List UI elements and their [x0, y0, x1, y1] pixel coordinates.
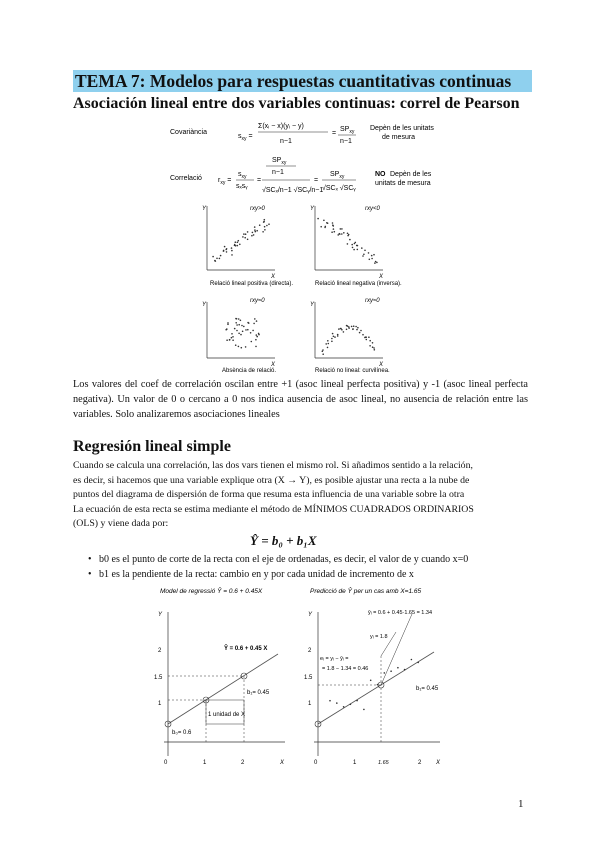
scatter-point [417, 662, 419, 664]
corr-note-line2: unitats de mesura [375, 180, 431, 187]
scatter-point [226, 248, 228, 250]
svg-text:√SCₓ/n−1 √SCᵧ/n−1: √SCₓ/n−1 √SCᵧ/n−1 [262, 187, 324, 194]
scatter-point [349, 239, 351, 241]
scatter-point [362, 334, 364, 336]
scatter-point [368, 336, 370, 338]
scatter-point [245, 329, 247, 331]
scatter-point [327, 340, 329, 342]
scatter-point [245, 346, 247, 348]
scatter-point [351, 326, 353, 328]
scatter-point [350, 704, 352, 706]
bullet-b0: • b0 es el punto de corte de la recta con el eje de ordenadas, es decir, el valor de y cuando x=0 [88, 554, 469, 565]
scatter-point [240, 320, 242, 322]
scatter-point [323, 220, 325, 222]
scatter-point [237, 242, 239, 244]
scatter-point [331, 231, 333, 233]
cov-note-line2: de mesura [382, 134, 416, 141]
scatter-point [366, 339, 368, 341]
scatter-point [247, 239, 249, 241]
scatter-point [341, 233, 343, 235]
svg-text:=: = [257, 177, 262, 184]
scatter-point [254, 229, 256, 231]
scatter-point [369, 345, 371, 347]
svg-text:1: 1 [203, 760, 207, 766]
scatter-point [370, 680, 372, 682]
scatter-point [227, 322, 229, 324]
scatter-point [235, 241, 237, 243]
svg-text:X: X [379, 362, 384, 368]
scatter-point [337, 334, 339, 336]
scatter-point [347, 235, 349, 237]
cov-note-line1: Depèn de les unitats [370, 125, 434, 132]
scatter-point [343, 706, 345, 708]
svg-text:sxy: $s_{xy}$ [238, 171, 247, 180]
scatter-point [357, 327, 359, 329]
scatter-point [254, 318, 256, 320]
scatter-point [369, 259, 371, 261]
scatter-point [251, 341, 253, 343]
scatter-point [372, 342, 374, 344]
scatter-point [352, 247, 354, 249]
scatter-point [357, 245, 359, 247]
scatter-point [368, 252, 370, 254]
svg-text:SPxy: $SP_{xy}$ [340, 126, 355, 135]
scatter-point [340, 328, 342, 330]
scatter-point [234, 328, 236, 330]
scatter-point [245, 233, 247, 235]
bullet-b1: • b1 es la pendiente de la recta: cambio en y por cada unidad de incremento de x [88, 569, 414, 580]
svg-text:rxy>0: rxy>0 [250, 206, 265, 212]
scatter-point [243, 326, 245, 328]
regression-model-plot [154, 586, 285, 766]
scatter-point [223, 250, 225, 252]
scatter-point [377, 684, 379, 686]
scatter-point [243, 233, 245, 235]
scatter-point [231, 247, 233, 249]
svg-text:1: 1 [158, 701, 162, 707]
scatter-point [353, 249, 355, 251]
scatter-point [337, 234, 339, 236]
corr-note-no: NO [375, 171, 386, 178]
svg-text:X: X [280, 760, 285, 766]
scatter-point [365, 336, 367, 338]
scatter-point [332, 222, 334, 224]
scatter-point [359, 332, 361, 334]
scatter-point [411, 659, 413, 661]
svg-text:2: 2 [308, 648, 312, 654]
scatter-point [244, 237, 246, 239]
scatter-point [215, 260, 217, 262]
svg-text:rxy =: $r_{xy}$ = [218, 177, 232, 186]
scatter-point [337, 335, 339, 337]
scatter-point [220, 255, 222, 257]
scatter-point [332, 333, 334, 335]
svg-text:Y: Y [202, 302, 207, 308]
scatter-point [357, 249, 359, 251]
svg-text:1 unidad de X: 1 unidad de X [208, 712, 246, 718]
scatter-point [237, 245, 239, 247]
regression-prediction-plot [304, 586, 441, 766]
scatter-point [264, 219, 266, 221]
scatter-point [322, 349, 324, 351]
svg-text:1.65: 1.65 [378, 760, 389, 766]
regression-paragraph: Cuando se calcula una correlación, las dos vars tienen el mismo rol. Si añadimos sentido a la relación, es decir, si hacemos que una variable explique otra (X → Y), es posible ajustar una recta a la nube de puntos del diagrama de dispersión de forma que resuma esta influencia de una variable sobre la otra La ecuación de esta recta se estima mediante el método de MÍNIMOS CUADRADOS ORDINARIOS (OLS) y viene dada por: [73, 460, 474, 529]
scatter-panel-negative [310, 206, 402, 287]
svg-text:Y: Y [310, 302, 315, 308]
scatter-point [352, 328, 354, 330]
scatter-point [247, 231, 249, 233]
svg-text:Y: Y [310, 206, 315, 212]
scatter-point [266, 225, 268, 227]
scatter-point [256, 336, 258, 338]
scatter-point [252, 232, 254, 234]
scatter-point [338, 328, 340, 330]
svg-text:b₁= 0.45: b₁= 0.45 [247, 690, 270, 696]
scatter-point [225, 329, 227, 331]
scatter-panel-none [202, 298, 276, 373]
svg-text:eᵢ = yᵢ − ŷᵢ =: eᵢ = yᵢ − ŷᵢ = [320, 656, 349, 662]
scatter-point [334, 336, 336, 338]
scatter-point [384, 672, 386, 674]
scatter-point [256, 230, 258, 232]
svg-text:ŷᵢ = 0.6 + 0.45·1.65 = 1.34: ŷᵢ = 0.6 + 0.45·1.65 = 1.34 [368, 610, 433, 616]
svg-text:X: X [271, 362, 276, 368]
scatter-point [339, 233, 341, 235]
scatter-point [242, 331, 244, 333]
scatter-point [333, 228, 335, 230]
scatter-point [256, 334, 258, 336]
svg-text:X: X [271, 274, 276, 280]
svg-text:2: 2 [241, 760, 245, 766]
scatter-point [258, 333, 260, 335]
scatter-point [333, 336, 335, 338]
scatter-panel-curvilinear [310, 298, 390, 373]
correlation-paragraph: Los valores del coef de correlación oscilan entre +1 (asoc lineal perfecta positiva) y -1 (asoc lineal perfecta negativa). Un valor de 0 o cercano a 0 nos indica ausencia de asoc lineal, no ausencia de relación entre las variables. Solo analizaremos asociaciones lineales [73, 379, 528, 420]
scatter-point [255, 231, 257, 233]
svg-text:n−1: n−1 [272, 169, 284, 176]
scatter-point [252, 330, 254, 332]
scatter-point [325, 343, 327, 345]
scatter-point [212, 256, 214, 258]
svg-text:rxy≈0: rxy≈0 [250, 298, 265, 304]
scatter-point [268, 223, 270, 225]
scatter-point [336, 702, 338, 704]
correlation-label: Correlació [170, 175, 202, 182]
covariance-sum: Σ(xᵢ − x)(yᵢ − y) [258, 123, 304, 130]
scatter-point [373, 347, 375, 349]
scatter-point [371, 258, 373, 260]
scatter-point [231, 337, 233, 339]
scatter-point [343, 331, 345, 333]
section-heading-regression: Regresión lineal simple [73, 438, 231, 455]
scatter-point [331, 338, 333, 340]
scatter-point [375, 261, 377, 263]
svg-text:1: 1 [353, 760, 357, 766]
scatter-point [327, 347, 329, 349]
svg-text:SPxy: $SP_{xy}$ [330, 171, 345, 180]
scatter-point [320, 226, 322, 228]
svg-text:b₀= 0.6: b₀= 0.6 [172, 730, 192, 736]
scatter-point [235, 245, 237, 247]
svg-text:√SCₓ √SCᵧ: √SCₓ √SCᵧ [322, 185, 356, 192]
scatter-point [372, 346, 374, 348]
scatter-point [219, 258, 221, 260]
scatter-point [240, 334, 242, 336]
scatter-point [333, 225, 335, 227]
scatter-point [326, 222, 328, 224]
scatter-point [231, 333, 233, 335]
svg-text:n−1: n−1 [280, 138, 292, 145]
scatter-point [242, 236, 244, 238]
svg-text:1.5: 1.5 [154, 675, 163, 681]
scatter-point [227, 324, 229, 326]
scatter-point [317, 218, 319, 220]
scatter-point [262, 231, 264, 233]
scatter-point [328, 343, 330, 345]
scatter-point [351, 244, 353, 246]
panel-caption: Relació no lineal: curvilínea. [315, 368, 390, 373]
panel-caption: Relació lineal positiva (directa). [210, 281, 294, 287]
scatter-point [247, 329, 249, 331]
scatter-point [264, 229, 266, 231]
scatter-point [254, 226, 256, 228]
scatter-point [241, 347, 243, 349]
scatter-point [216, 258, 218, 260]
scatter-point [331, 341, 333, 343]
svg-text:rxy<0: rxy<0 [365, 206, 380, 212]
scatter-point [364, 250, 366, 252]
scatter-point [369, 340, 371, 342]
scatter-point [255, 346, 257, 348]
svg-text:X: X [379, 274, 384, 280]
scatter-point [363, 709, 365, 711]
scatter-point [373, 254, 375, 256]
scatter-point [255, 339, 257, 341]
scatter-point [334, 231, 336, 233]
svg-text:Y: Y [158, 612, 163, 618]
scatter-point [259, 224, 261, 226]
scatter-point [397, 667, 399, 669]
scatter-point [390, 670, 392, 672]
scatter-point [238, 346, 240, 348]
scatter-point [235, 322, 237, 324]
svg-text:Ŷ = 0.6 + 0.45 X: Ŷ = 0.6 + 0.45 X [224, 646, 268, 652]
scatter-point [236, 330, 238, 332]
svg-text:rxy≈0: rxy≈0 [365, 298, 380, 304]
scatter-point [241, 325, 243, 327]
right-plot-title: Predicció de Ŷ per un cas amb X=1.65 [310, 588, 422, 595]
scatter-point [238, 324, 240, 326]
scatter-point [356, 329, 358, 331]
scatter-point [238, 333, 240, 335]
scatter-point [404, 669, 406, 671]
regression-figure [150, 584, 460, 774]
scatter-point [232, 336, 234, 338]
scatter-point [253, 323, 255, 325]
scatter-point [229, 339, 231, 341]
svg-text:2: 2 [418, 760, 422, 766]
panel-caption: Relació lineal negativa (inversa). [315, 281, 402, 287]
panel-caption: Absència de relació. [222, 368, 277, 373]
scatter-point [238, 240, 240, 242]
scatter-point [231, 250, 233, 252]
scatter-point [347, 243, 349, 245]
scatter-point [356, 700, 358, 702]
svg-text:Y: Y [202, 206, 207, 212]
scatter-point [224, 246, 226, 248]
svg-text:0: 0 [164, 760, 168, 766]
svg-text:Y: Y [308, 612, 313, 618]
scatter-point [346, 329, 348, 331]
scatter-point [348, 327, 350, 329]
covariance-formula: $s_{xy}$ = [238, 133, 253, 142]
scatter-point [347, 233, 349, 235]
scatter-point [363, 254, 365, 256]
svg-text:b₁= 0.45: b₁= 0.45 [416, 686, 439, 692]
page-title: TEMA 7: Modelos para respuestas cuantitativas continuas [73, 70, 532, 92]
scatter-point [250, 332, 252, 334]
scatter-point [226, 251, 228, 253]
svg-text:1.5: 1.5 [304, 675, 313, 681]
scatter-point [329, 700, 331, 702]
scatter-point [256, 320, 258, 322]
scatter-point [236, 324, 238, 326]
scatter-point [238, 318, 240, 320]
scatter-panel-positive [202, 206, 293, 287]
scatter-point [341, 228, 343, 230]
scatter-point [374, 349, 376, 351]
scatter-point [343, 232, 345, 234]
scatter-point [253, 234, 255, 236]
scatter-point [324, 227, 326, 229]
scatter-point [361, 247, 363, 249]
scatter-point [353, 325, 355, 327]
svg-text:SPxy: $SP_{xy}$ [272, 157, 287, 166]
scatter-point [355, 242, 357, 244]
correlation-figure [150, 118, 450, 373]
svg-text:n−1: n−1 [340, 138, 352, 145]
svg-text:=: = [332, 130, 337, 137]
scatter-point [362, 255, 364, 257]
regression-equation: Ŷ = b₀ + b₁X [250, 533, 317, 548]
scatter-point [232, 339, 234, 341]
scatter-point [251, 235, 253, 237]
scatter-point [355, 326, 357, 328]
scatter-point [322, 353, 324, 355]
svg-text:0: 0 [314, 760, 318, 766]
svg-text:=: = [314, 177, 319, 184]
svg-text:sₓsᵧ: sₓsᵧ [236, 183, 248, 190]
page-number: 1 [518, 798, 524, 810]
svg-text:1: 1 [308, 701, 312, 707]
scatter-point [371, 255, 373, 257]
scatter-point [248, 322, 250, 324]
scatter-point [231, 254, 233, 256]
svg-text:= 1.8 − 1.34 = 0.46: = 1.8 − 1.34 = 0.46 [322, 666, 369, 672]
scatter-point [263, 221, 265, 223]
scatter-point [264, 226, 266, 228]
scatter-point [239, 244, 241, 246]
svg-text:yᵢ = 1.8: yᵢ = 1.8 [370, 634, 388, 640]
covariance-label: Covariància [170, 129, 207, 136]
scatter-point [360, 330, 362, 332]
corr-note-line1: Depèn de les [390, 171, 432, 178]
section-subtitle: Asociación lineal entre dos variables continuas: correl de Pearson [73, 95, 520, 112]
left-plot-title: Model de regressió Ŷ = 0.6 + 0.45X [160, 588, 263, 595]
svg-text:2: 2 [158, 648, 162, 654]
scatter-point [235, 344, 237, 346]
svg-text:X: X [436, 760, 441, 766]
scatter-point [236, 318, 238, 320]
scatter-point [226, 339, 228, 341]
scatter-point [376, 262, 378, 264]
scatter-point [374, 262, 376, 264]
scatter-point [340, 228, 342, 230]
